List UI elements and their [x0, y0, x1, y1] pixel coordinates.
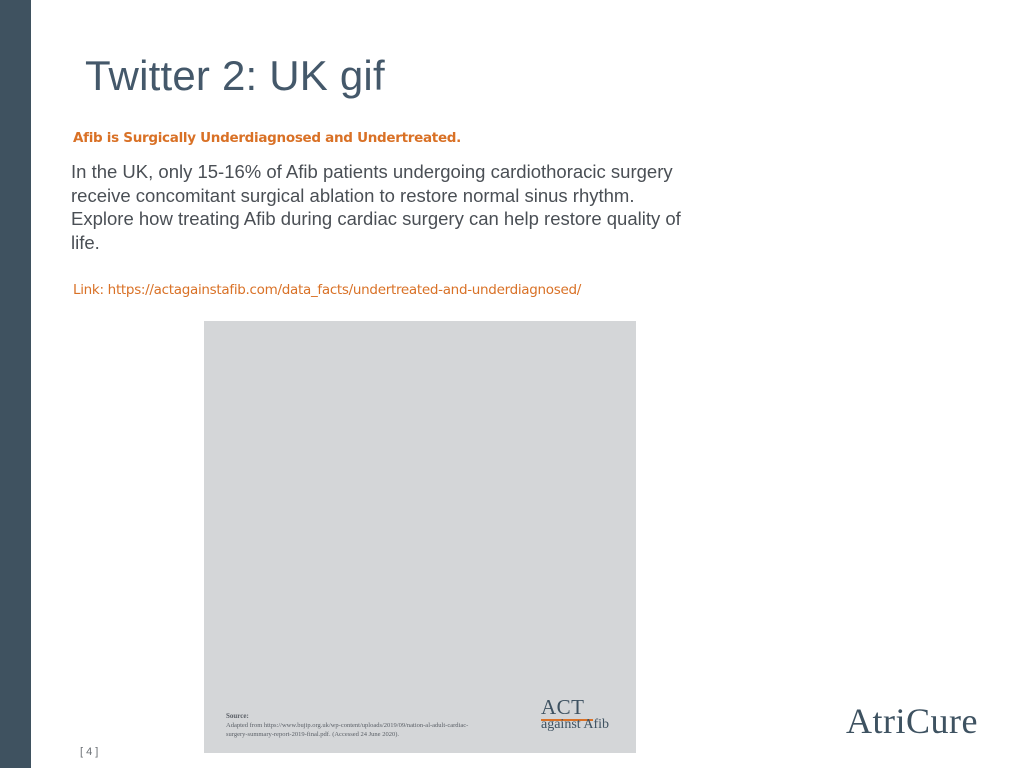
page-number: [ 4 ]: [80, 746, 99, 758]
act-logo-word: ACT: [541, 695, 585, 719]
gif-source-text: Adapted from https://www.bujip.org.uk/wp-content/uploads/2019/09/nation-al-adult-cardiac-surgery-summary-report-2019-final.pdf. (Accessed 24 June 2020).: [226, 722, 469, 738]
reference-link[interactable]: Link: https://actagainstafib.com/data_facts/undertreated-and-underdiagnosed/: [73, 282, 582, 298]
gif-source-label: Source:: [226, 712, 249, 720]
atricure-logo: AtriCure: [846, 701, 978, 741]
left-accent-bar: [0, 0, 31, 768]
gif-placeholder: [204, 321, 636, 753]
act-against-afib-logo: [541, 695, 621, 735]
slide-body-text: In the UK, only 15-16% of Afib patients undergoing cardiothoracic surgery receive concomitant surgical ablation to restore normal sinus rhythm. Explore how treating Afib during cardiac surgery can help restore quality of life.: [71, 161, 681, 253]
slide-title: Twitter 2: UK gif: [85, 52, 385, 99]
slide-subtitle: Afib is Surgically Underdiagnosed and Undertreated.: [73, 130, 461, 146]
act-logo-subtext: against Afib: [541, 717, 610, 732]
